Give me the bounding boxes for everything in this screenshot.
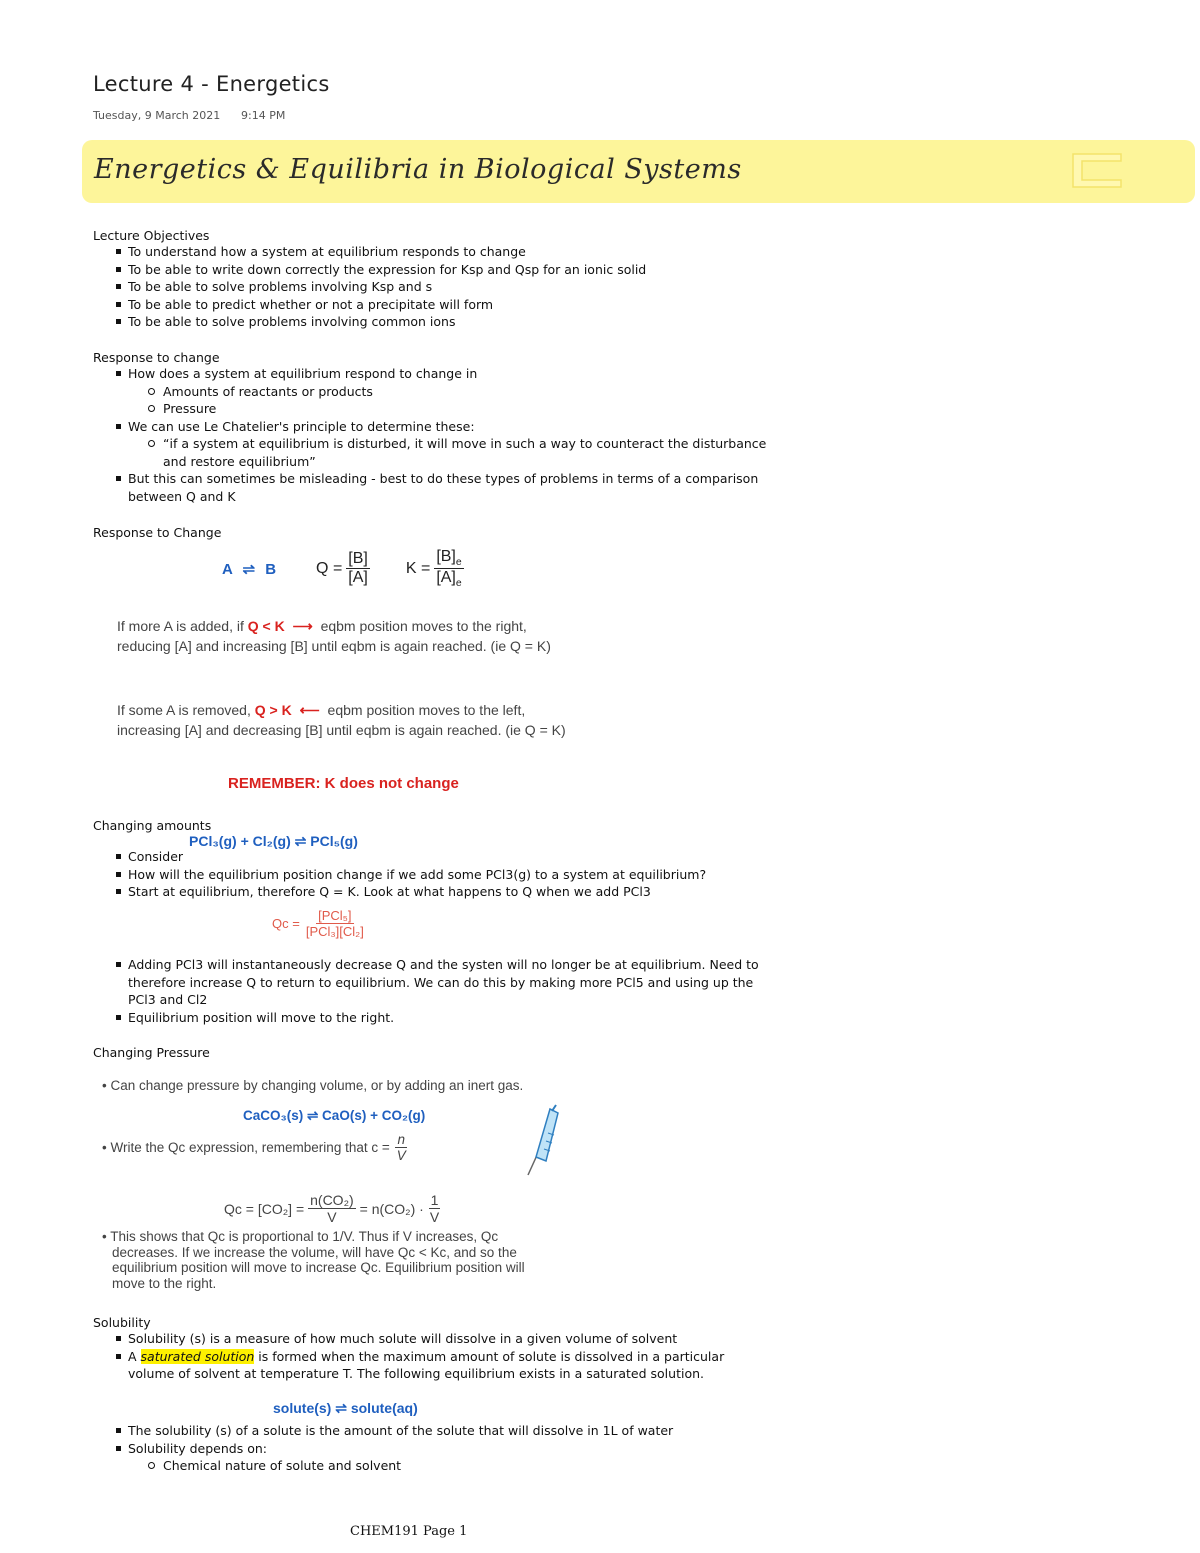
qc-denominator: [PCl₃][Cl₂] (305, 924, 364, 939)
bullet-text: This shows that Qc is proportional to 1/V. Thus if V increases, Qc decreases. If we increase the volume, will have Qc < Kc, and so the equilibrium position will move to increase Qc. Equilibrium position will move to the right. (110, 1229, 525, 1291)
list-item: Equilibrium position will move to the right. (93, 1009, 773, 1027)
list-item: But this can sometimes be misleading - best to do these types of problems in terms of a comparison between Q and K (93, 470, 773, 505)
equation-denominator: V (327, 1209, 337, 1225)
bracket-icon (1069, 150, 1123, 190)
list-item-text: Consider (128, 849, 184, 864)
pressure-bullet-2 (102, 1132, 408, 1163)
banner (82, 140, 1195, 203)
response-heading: Response to change (93, 350, 220, 365)
page-time: 9:14 PM (241, 109, 286, 122)
objectives-heading: Lecture Objectives (93, 228, 210, 243)
right-arrow-icon: ⟶ (292, 618, 313, 634)
bullet-text: Can change pressure by changing volume, or by adding an inert gas. (110, 1078, 524, 1093)
list-item: The solubility (s) of a solute is the amount of the solute that will dissolve in 1L of water (93, 1422, 773, 1440)
q-expression (316, 550, 370, 587)
bullet-text: Write the Qc expression, remembering that c = (110, 1140, 390, 1155)
paragraph-text: eqbm position moves to the left, increasing [A] and decreasing [B] until eqbm is again reached. (ie Q = K) (117, 702, 566, 738)
pressure-bullet-3 (102, 1229, 557, 1291)
page-title: Lecture 4 - Energetics (93, 72, 330, 96)
solubility-section (93, 1315, 773, 1383)
c-denominator: V (396, 1148, 406, 1163)
syringe-icon (522, 1103, 562, 1179)
remember-note: REMEMBER: K does not change (228, 775, 459, 792)
equation-denominator: V (429, 1209, 440, 1225)
list-item (93, 365, 773, 418)
amounts-list (93, 833, 773, 901)
equation-lhs: Qc = [CO₂] = (224, 1200, 305, 1217)
paragraph-remove-a (117, 700, 577, 740)
sub-list-item: Chemical nature of solute and solvent (93, 1457, 773, 1475)
solute-reaction: solute(s) ⇌ solute(aq) (273, 1400, 418, 1416)
sub-list-item: Pressure (93, 400, 773, 418)
k-denominator-subscript: e (455, 578, 462, 590)
list-item (93, 418, 773, 471)
q-numerator: [B] (348, 550, 368, 568)
condition-text: Q < K (247, 618, 285, 634)
amounts-heading: Changing amounts (93, 818, 212, 833)
equation-middle: = n(CO₂) · (359, 1200, 424, 1217)
quote-item: “if a system at equilibrium is disturbed, it will move in such a way to counteract the disturbance and restore equilibrium” (93, 435, 773, 470)
paragraph-add-a (117, 616, 577, 656)
list-item: To be able to solve problems involving common ions (93, 313, 646, 331)
caco3-reaction: CaCO₃(s) ⇌ CaO(s) + CO₂(g) (243, 1108, 426, 1123)
list-item (93, 1348, 773, 1383)
equation-numerator: 1 (430, 1192, 439, 1208)
response-list (93, 365, 773, 505)
c-numerator: n (397, 1132, 405, 1147)
list-item (93, 833, 773, 866)
amounts-section-2 (93, 956, 773, 1026)
pressure-bullet-1 (102, 1078, 523, 1093)
product-b: B (265, 560, 277, 578)
k-denominator: [A] (436, 569, 456, 587)
page-date: Tuesday, 9 March 2021 (93, 109, 221, 122)
pressure-heading: Changing Pressure (93, 1045, 210, 1060)
amounts-section (93, 818, 773, 901)
list-item: To be able to write down correctly the expression for Ksp and Qsp for an ionic solid (93, 261, 646, 279)
sub-list (93, 383, 773, 418)
list-item: Start at equilibrium, therefore Q = K. Look at what happens to Q when we add PCl3 (93, 883, 773, 901)
sub-list (93, 435, 773, 470)
equilibrium-arrow-icon: ⇌ (242, 560, 256, 578)
list-item: Solubility (s) is a measure of how much solute will dissolve in a given volume of solvent (93, 1330, 773, 1348)
reaction-equation (222, 548, 464, 589)
k-label: K = (405, 559, 431, 577)
left-arrow-icon: ⟵ (299, 702, 320, 718)
k-numerator-subscript: e (455, 557, 462, 569)
banner-title: Energetics & Equilibria in Biological Systems (94, 154, 742, 185)
list-item-text: Solubility depends on: (128, 1440, 267, 1456)
list-item-text: is formed when the maximum amount of solute is dissolved in a particular volume of solvent at temperature T. The following equilibrium exists in a saturated solution. (128, 1348, 725, 1381)
condition-text: Q > K (254, 702, 292, 718)
solubility-heading: Solubility (93, 1315, 151, 1330)
list-item: To be able to predict whether or not a precipitate will form (93, 296, 646, 314)
k-numerator: [B] (436, 548, 456, 565)
highlighted-term: saturated solution (140, 1348, 255, 1364)
list-item: How will the equilibrium position change if we add some PCl3(g) to a system at equilibrium? (93, 866, 773, 884)
qc-expression (272, 908, 366, 939)
page-footer: CHEM191 Page 1 (350, 1524, 468, 1539)
response-section (93, 350, 773, 505)
bullet-icon: • (102, 1078, 111, 1093)
sub-list-item: Amounts of reactants or products (93, 383, 773, 401)
objectives-section (93, 228, 646, 331)
list-item: To understand how a system at equilibrium responds to change (93, 243, 646, 261)
solubility-list (93, 1330, 773, 1383)
response2-heading: Response to Change (93, 525, 222, 540)
amounts-list-2 (93, 956, 773, 1026)
list-item-text: We can use Le Chatelier's principle to determine these: (128, 418, 475, 434)
bullet-icon: • (102, 1229, 111, 1244)
sub-list (93, 1457, 773, 1475)
bullet-icon: • (102, 1140, 111, 1155)
list-item: To be able to solve problems involving Ksp and s (93, 278, 646, 296)
reactant-a: A (222, 560, 233, 578)
list-item (93, 1440, 773, 1475)
qc-label: Qc = (272, 916, 300, 931)
qc-numerator: [PCl₅] (318, 908, 352, 923)
q-denominator: [A] (348, 569, 368, 587)
paragraph-text: If more A is added, if (117, 618, 248, 634)
list-item-text: A (128, 1348, 141, 1364)
equation-numerator: n(CO₂) (310, 1192, 354, 1208)
list-item: Adding PCl3 will instantaneously decrease Q and the systen will no longer be at equilibrium. Need to therefore increase Q to return to equilibrium. We can do this by making more PCl5 and using up the PCl3 and Cl2 (93, 956, 773, 1009)
objectives-list (93, 243, 646, 331)
k-expression (406, 548, 464, 589)
reaction-equation: PCl₃(g) + Cl₂(g) ⇌ PCl₅(g) (189, 833, 358, 849)
qc-pressure-equation (224, 1192, 441, 1225)
paragraph-text: eqbm position moves to the right, reducing [A] and increasing [B] until eqbm is again reached. (ie Q = K) (117, 618, 551, 654)
solubility-list-2 (93, 1422, 773, 1475)
solubility-section-2 (93, 1422, 773, 1475)
list-item-text: How does a system at equilibrium respond to change in (128, 366, 478, 381)
paragraph-text: If some A is removed, (117, 702, 255, 718)
q-label: Q = (316, 559, 343, 577)
